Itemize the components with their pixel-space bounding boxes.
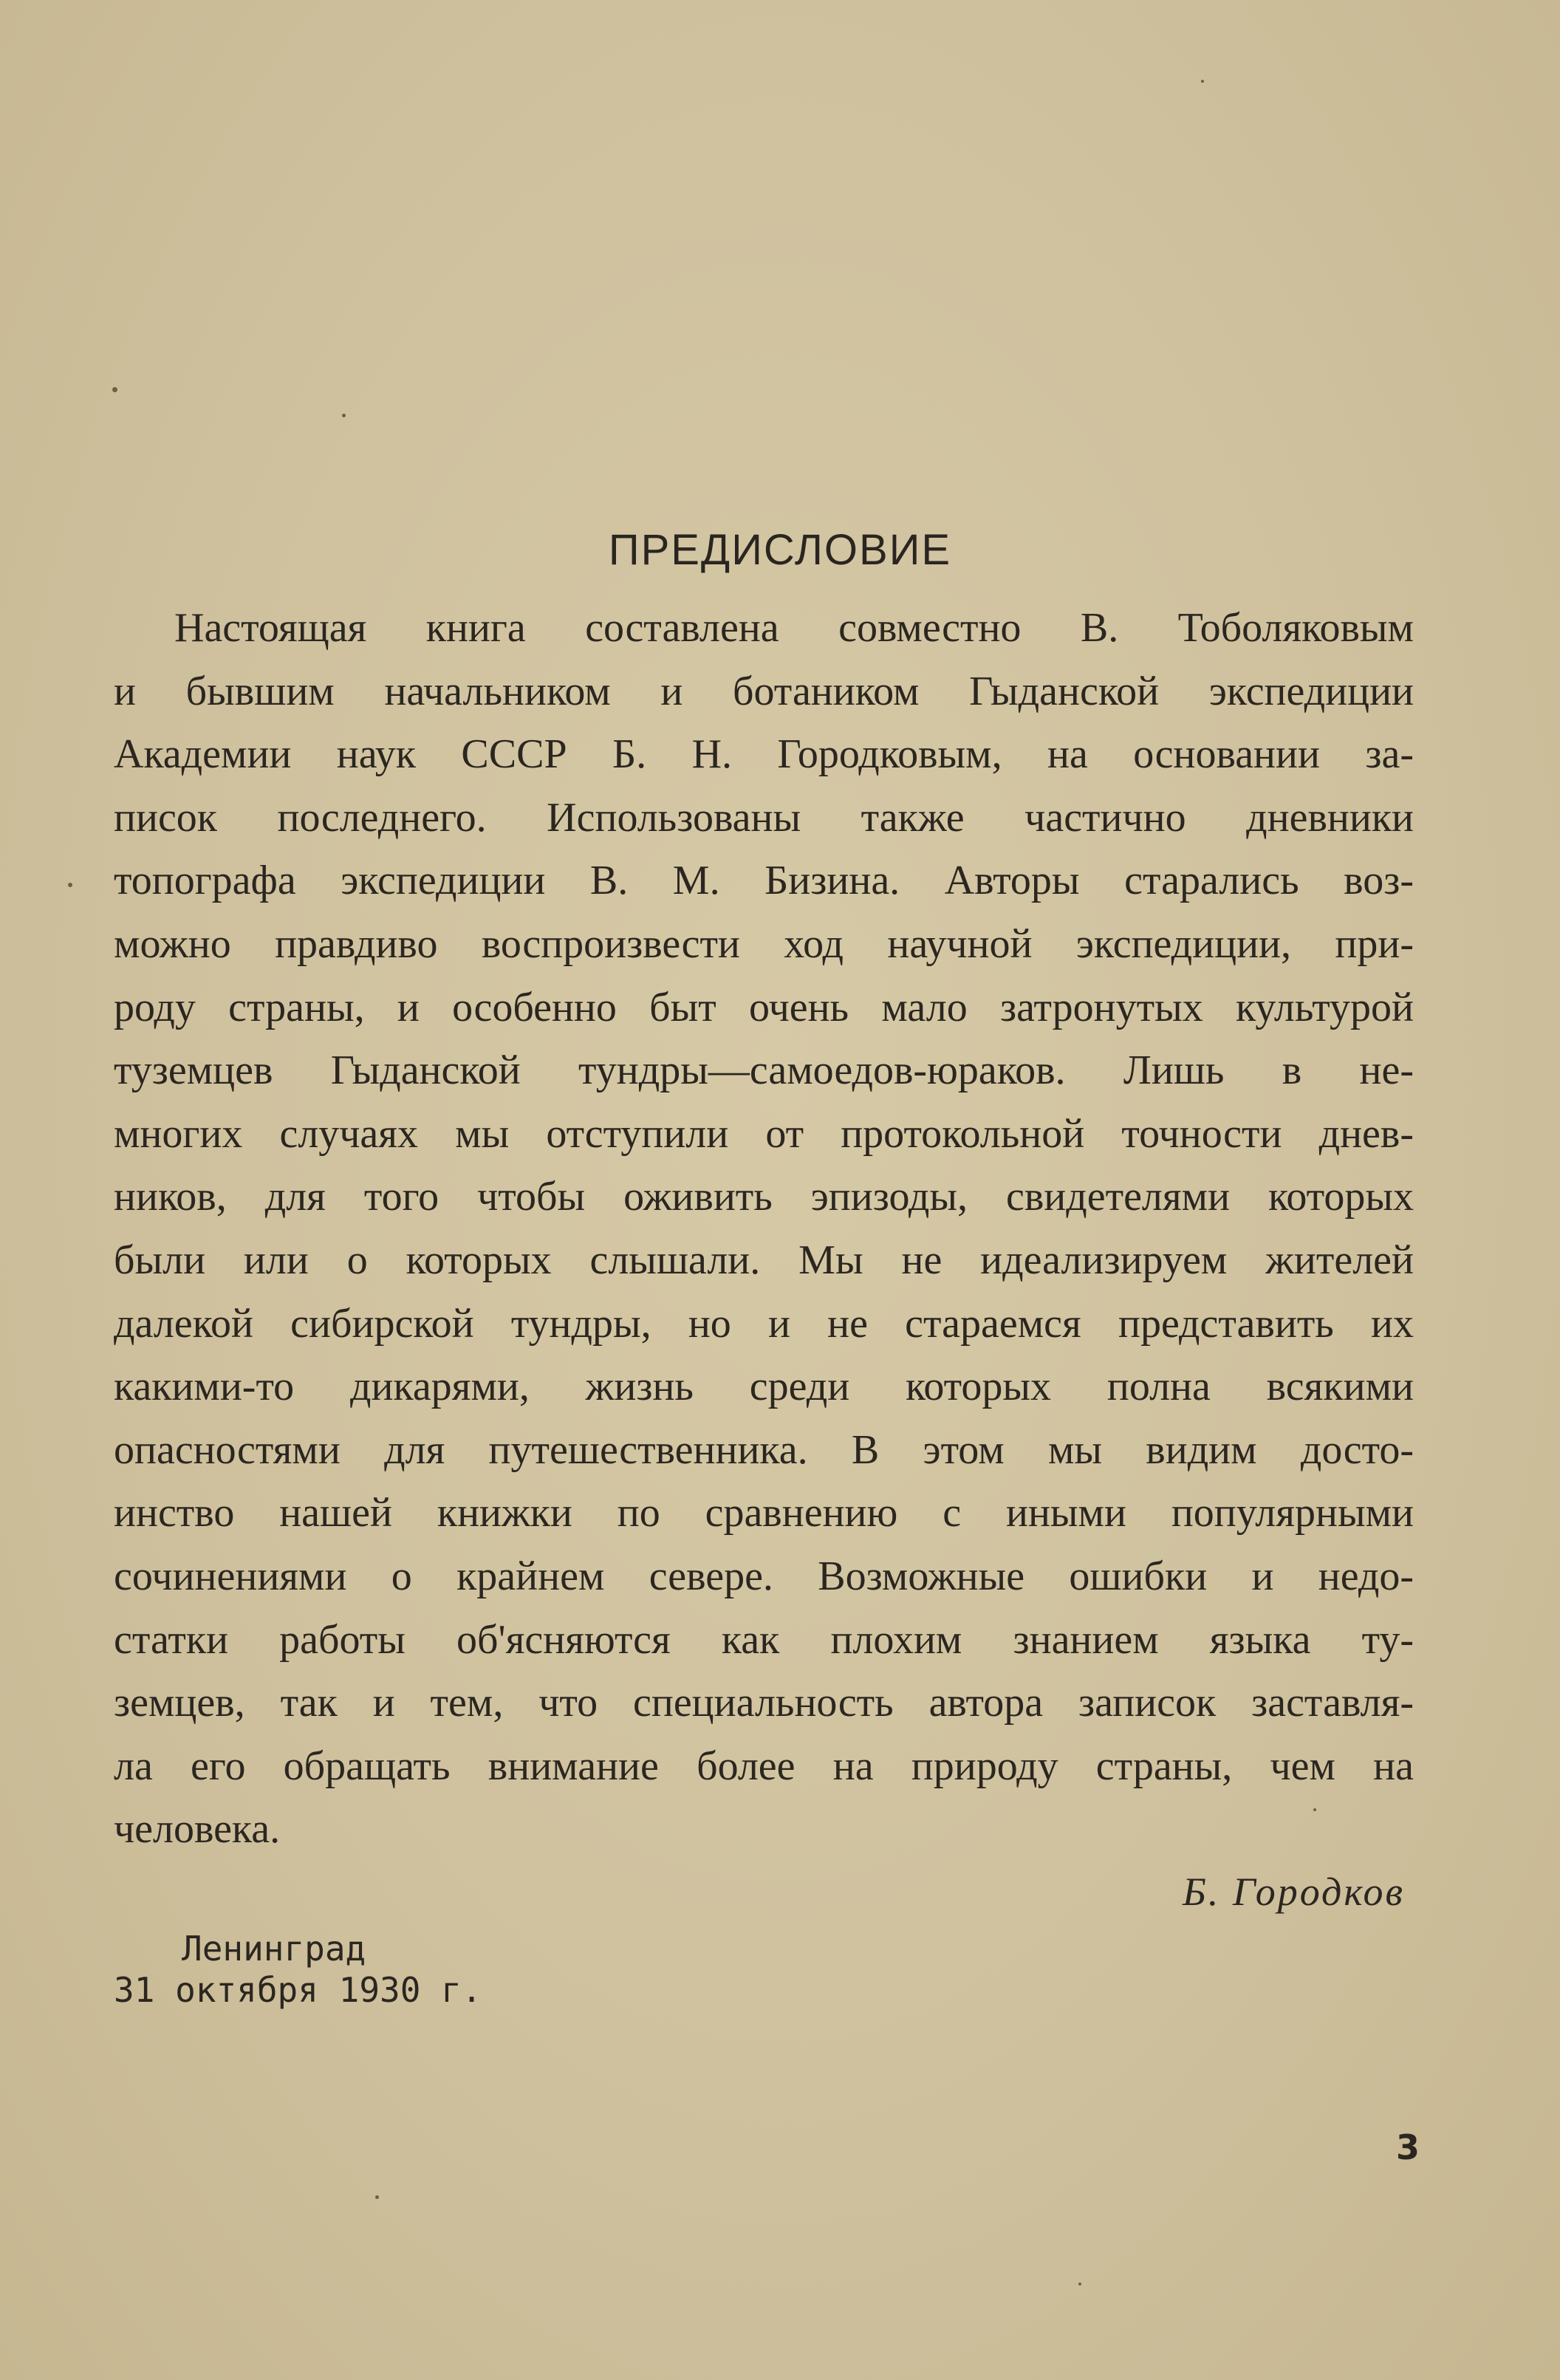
paragraph-line: инство нашей книжки по сравнению с иными популярными — [114, 1490, 1414, 1536]
paragraph-line: Настоящая книга составлена совместно В. Тоболяковым — [174, 605, 1414, 651]
page-number: 3 — [1395, 2127, 1420, 2167]
paragraph-line: Академии наук СССР Б. Н. Городковым, на основании за- — [114, 731, 1414, 778]
paper-speck — [112, 387, 117, 392]
date-text: 31 октября 1930 г. — [114, 1970, 482, 2010]
paper-speck — [1201, 80, 1204, 83]
author-signature: Б. Городков — [1182, 1870, 1405, 1914]
paragraph-line: человека. — [114, 1806, 281, 1853]
paragraph-line: статки работы об'ясняются как плохим знанием языка ту- — [114, 1616, 1414, 1663]
paragraph-line: были или о которых слышали. Мы не идеализируем жителей — [114, 1237, 1414, 1283]
paragraph-line: роду страны, и особенно быт очень мало затронутых культурой — [114, 984, 1414, 1030]
preface-paragraph — [114, 597, 1414, 1861]
place-name: Ленинград — [182, 1929, 366, 1969]
paragraph-line: какими-то дикарями, жизнь среди которых полна всякими — [114, 1364, 1414, 1410]
paragraph-line: ников, для того чтобы оживить эпизоды, свидетелями которых — [114, 1174, 1414, 1220]
paragraph-line: писок последнего. Использованы также частично дневники — [114, 794, 1414, 841]
paragraph-line: туземцев Гыданской тундры—самоедов-юраков. Лишь в не- — [114, 1047, 1414, 1094]
paper-speck — [68, 883, 72, 887]
paragraph-line: ла его обращать внимание более на природу страны, чем на — [114, 1743, 1414, 1789]
paragraph-line: и бывшим начальником и ботаником Гыданской экспедиции — [114, 668, 1414, 714]
paragraph-line: сочинениями о крайнем севере. Возможные ошибки и недо- — [114, 1553, 1414, 1599]
paragraph-line: многих случаях мы отступили от протокольной точности днев- — [114, 1110, 1414, 1157]
paper-speck — [342, 414, 346, 417]
page-title: ПРЕДИСЛОВИЕ — [608, 526, 952, 574]
paper-speck — [1078, 2282, 1081, 2285]
paper-speck — [375, 2195, 379, 2199]
paragraph-line: опасностями для путешественника. В этом мы видим досто- — [114, 1426, 1414, 1473]
paragraph-line: далекой сибирской тундры, но и не стараемся представить их — [114, 1300, 1414, 1347]
paragraph-line: земцев, так и тем, что специальность автора записок заставля- — [114, 1680, 1414, 1726]
place-and-date — [114, 1928, 482, 2011]
paragraph-line: можно правдиво воспроизвести ход научной экспедиции, при- — [114, 920, 1414, 967]
paragraph-line: топографа экспедиции В. М. Бизина. Авторы старались воз- — [114, 858, 1414, 904]
